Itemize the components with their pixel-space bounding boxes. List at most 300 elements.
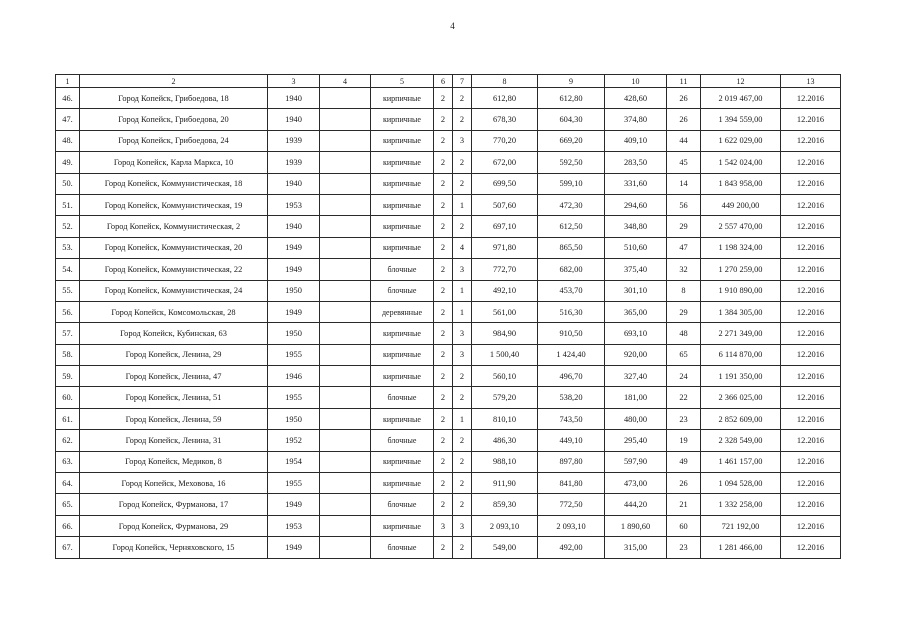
table-row [56, 280, 841, 301]
total-area-cell: 770,20 [472, 130, 538, 151]
page-number: 4 [450, 21, 455, 31]
column-4-cell [320, 194, 371, 215]
address-cell: Город Копейск, Медиков, 8 [80, 451, 268, 472]
residents-cell: 60 [667, 515, 701, 536]
repair-cost-cell: 2 271 349,00 [701, 323, 781, 344]
residential-area-cell: 669,20 [538, 130, 605, 151]
total-area-cell: 579,20 [472, 387, 538, 408]
row-number-cell: 55. [56, 280, 80, 301]
area-cell: 348,80 [605, 216, 667, 237]
floors-cell: 2 [434, 451, 453, 472]
wall-material-cell: кирпичные [371, 515, 434, 536]
year-built-cell: 1939 [268, 130, 320, 151]
floors-cell: 2 [434, 430, 453, 451]
entrances-cell: 2 [453, 494, 472, 515]
column-4-cell [320, 259, 371, 280]
deadline-cell: 12.2016 [781, 537, 841, 558]
entrances-cell: 2 [453, 387, 472, 408]
floors-cell: 2 [434, 237, 453, 258]
residents-cell: 44 [667, 130, 701, 151]
floors-cell: 2 [434, 280, 453, 301]
repair-cost-cell: 2 019 467,00 [701, 88, 781, 109]
residents-cell: 32 [667, 259, 701, 280]
repair-cost-cell: 1 191 350,00 [701, 366, 781, 387]
deadline-cell: 12.2016 [781, 408, 841, 429]
residential-area-cell: 492,00 [538, 537, 605, 558]
wall-material-cell: кирпичные [371, 109, 434, 130]
column-4-cell [320, 451, 371, 472]
address-cell: Город Копейск, Коммунистическая, 22 [80, 259, 268, 280]
column-4-cell [320, 387, 371, 408]
column-header: 5 [371, 75, 434, 88]
repair-cost-cell: 1 394 559,00 [701, 109, 781, 130]
total-area-cell: 697,10 [472, 216, 538, 237]
address-cell: Город Копейск, Фурманова, 17 [80, 494, 268, 515]
area-cell: 295,40 [605, 430, 667, 451]
residents-cell: 65 [667, 344, 701, 365]
column-header: 8 [472, 75, 538, 88]
column-4-cell [320, 130, 371, 151]
deadline-cell: 12.2016 [781, 366, 841, 387]
address-cell: Город Копейск, Коммунистическая, 18 [80, 173, 268, 194]
table-row [56, 387, 841, 408]
address-cell: Город Копейск, Кубинская, 63 [80, 323, 268, 344]
residents-cell: 21 [667, 494, 701, 515]
year-built-cell: 1949 [268, 537, 320, 558]
column-header: 7 [453, 75, 472, 88]
row-number-cell: 52. [56, 216, 80, 237]
residents-cell: 49 [667, 451, 701, 472]
table-row [56, 194, 841, 215]
table-row [56, 323, 841, 344]
table-row [56, 216, 841, 237]
row-number-cell: 64. [56, 473, 80, 494]
residential-area-cell: 1 424,40 [538, 344, 605, 365]
wall-material-cell: кирпичные [371, 451, 434, 472]
residential-area-cell: 496,70 [538, 366, 605, 387]
deadline-cell: 12.2016 [781, 130, 841, 151]
year-built-cell: 1955 [268, 473, 320, 494]
column-4-cell [320, 344, 371, 365]
year-built-cell: 1953 [268, 515, 320, 536]
floors-cell: 2 [434, 473, 453, 494]
repair-cost-cell: 449 200,00 [701, 194, 781, 215]
wall-material-cell: кирпичные [371, 366, 434, 387]
year-built-cell: 1940 [268, 216, 320, 237]
entrances-cell: 2 [453, 473, 472, 494]
table-row [56, 344, 841, 365]
year-built-cell: 1949 [268, 237, 320, 258]
table-row [56, 173, 841, 194]
column-header: 1 [56, 75, 80, 88]
deadline-cell: 12.2016 [781, 430, 841, 451]
address-cell: Город Копейск, Коммунистическая, 2 [80, 216, 268, 237]
residential-area-cell: 472,30 [538, 194, 605, 215]
column-4-cell [320, 152, 371, 173]
residents-cell: 23 [667, 408, 701, 429]
total-area-cell: 492,10 [472, 280, 538, 301]
deadline-cell: 12.2016 [781, 387, 841, 408]
table-row [56, 473, 841, 494]
area-cell: 327,40 [605, 366, 667, 387]
entrances-cell: 2 [453, 216, 472, 237]
total-area-cell: 772,70 [472, 259, 538, 280]
address-cell: Город Копейск, Карла Маркса, 10 [80, 152, 268, 173]
repair-cost-cell: 1 384 305,00 [701, 301, 781, 322]
entrances-cell: 1 [453, 301, 472, 322]
total-area-cell: 2 093,10 [472, 515, 538, 536]
area-cell: 181,00 [605, 387, 667, 408]
wall-material-cell: блочные [371, 387, 434, 408]
entrances-cell: 2 [453, 152, 472, 173]
row-number-cell: 65. [56, 494, 80, 515]
residents-cell: 24 [667, 366, 701, 387]
area-cell: 375,40 [605, 259, 667, 280]
table-row [56, 109, 841, 130]
repair-cost-cell: 2 366 025,00 [701, 387, 781, 408]
deadline-cell: 12.2016 [781, 259, 841, 280]
table-row [56, 537, 841, 558]
table-row [56, 152, 841, 173]
residents-cell: 23 [667, 537, 701, 558]
area-cell: 374,80 [605, 109, 667, 130]
address-cell: Город Копейск, Ленина, 47 [80, 366, 268, 387]
address-cell: Город Копейск, Ленина, 31 [80, 430, 268, 451]
entrances-cell: 3 [453, 130, 472, 151]
table-row [56, 130, 841, 151]
row-number-cell: 49. [56, 152, 80, 173]
residential-area-cell: 592,50 [538, 152, 605, 173]
floors-cell: 2 [434, 194, 453, 215]
address-cell: Город Копейск, Ленина, 29 [80, 344, 268, 365]
total-area-cell: 549,00 [472, 537, 538, 558]
total-area-cell: 561,00 [472, 301, 538, 322]
row-number-cell: 54. [56, 259, 80, 280]
floors-cell: 2 [434, 88, 453, 109]
deadline-cell: 12.2016 [781, 494, 841, 515]
deadline-cell: 12.2016 [781, 216, 841, 237]
area-cell: 365,00 [605, 301, 667, 322]
floors-cell: 2 [434, 344, 453, 365]
total-area-cell: 560,10 [472, 366, 538, 387]
area-cell: 510,60 [605, 237, 667, 258]
deadline-cell: 12.2016 [781, 473, 841, 494]
floors-cell: 2 [434, 173, 453, 194]
table-row [56, 88, 841, 109]
row-number-cell: 48. [56, 130, 80, 151]
year-built-cell: 1949 [268, 494, 320, 515]
floors-cell: 2 [434, 323, 453, 344]
residents-cell: 45 [667, 152, 701, 173]
column-4-cell [320, 109, 371, 130]
table-row [56, 408, 841, 429]
column-4-cell [320, 237, 371, 258]
deadline-cell: 12.2016 [781, 109, 841, 130]
year-built-cell: 1953 [268, 194, 320, 215]
column-4-cell [320, 280, 371, 301]
total-area-cell: 859,30 [472, 494, 538, 515]
column-header: 3 [268, 75, 320, 88]
year-built-cell: 1955 [268, 387, 320, 408]
residential-area-cell: 453,70 [538, 280, 605, 301]
entrances-cell: 2 [453, 173, 472, 194]
residential-area-cell: 599,10 [538, 173, 605, 194]
total-area-cell: 507,60 [472, 194, 538, 215]
column-4-cell [320, 408, 371, 429]
entrances-cell: 2 [453, 430, 472, 451]
total-area-cell: 988,10 [472, 451, 538, 472]
floors-cell: 2 [434, 109, 453, 130]
wall-material-cell: кирпичные [371, 88, 434, 109]
year-built-cell: 1949 [268, 301, 320, 322]
year-built-cell: 1950 [268, 408, 320, 429]
deadline-cell: 12.2016 [781, 344, 841, 365]
total-area-cell: 1 500,40 [472, 344, 538, 365]
column-4-cell [320, 366, 371, 387]
column-4-cell [320, 173, 371, 194]
address-cell: Город Копейск, Черняховского, 15 [80, 537, 268, 558]
row-number-cell: 53. [56, 237, 80, 258]
area-cell: 283,50 [605, 152, 667, 173]
floors-cell: 2 [434, 366, 453, 387]
wall-material-cell: кирпичные [371, 473, 434, 494]
wall-material-cell: кирпичные [371, 194, 434, 215]
residents-cell: 14 [667, 173, 701, 194]
residential-area-cell: 612,50 [538, 216, 605, 237]
wall-material-cell: блочные [371, 430, 434, 451]
deadline-cell: 12.2016 [781, 173, 841, 194]
area-cell: 428,60 [605, 88, 667, 109]
table-row [56, 301, 841, 322]
table-row [56, 451, 841, 472]
row-number-cell: 59. [56, 366, 80, 387]
wall-material-cell: кирпичные [371, 152, 434, 173]
floors-cell: 2 [434, 301, 453, 322]
residents-cell: 47 [667, 237, 701, 258]
residential-area-cell: 865,50 [538, 237, 605, 258]
area-cell: 315,00 [605, 537, 667, 558]
repair-cost-cell: 1 843 958,00 [701, 173, 781, 194]
address-cell: Город Копейск, Коммунистическая, 20 [80, 237, 268, 258]
address-cell: Город Копейск, Коммунистическая, 19 [80, 194, 268, 215]
floors-cell: 2 [434, 494, 453, 515]
residents-cell: 8 [667, 280, 701, 301]
column-4-cell [320, 494, 371, 515]
table-row [56, 494, 841, 515]
row-number-cell: 47. [56, 109, 80, 130]
residents-cell: 29 [667, 216, 701, 237]
entrances-cell: 3 [453, 259, 472, 280]
deadline-cell: 12.2016 [781, 301, 841, 322]
address-cell: Город Копейск, Ленина, 51 [80, 387, 268, 408]
residents-cell: 56 [667, 194, 701, 215]
area-cell: 693,10 [605, 323, 667, 344]
floors-cell: 2 [434, 130, 453, 151]
repair-cost-cell: 2 328 549,00 [701, 430, 781, 451]
floors-cell: 2 [434, 387, 453, 408]
deadline-cell: 12.2016 [781, 451, 841, 472]
year-built-cell: 1940 [268, 173, 320, 194]
column-4-cell [320, 430, 371, 451]
column-header: 9 [538, 75, 605, 88]
address-cell: Город Копейск, Грибоедова, 18 [80, 88, 268, 109]
deadline-cell: 12.2016 [781, 515, 841, 536]
repair-cost-cell: 1 281 466,00 [701, 537, 781, 558]
wall-material-cell: кирпичные [371, 323, 434, 344]
deadline-cell: 12.2016 [781, 237, 841, 258]
wall-material-cell: кирпичные [371, 237, 434, 258]
address-cell: Город Копейск, Грибоедова, 24 [80, 130, 268, 151]
residents-cell: 19 [667, 430, 701, 451]
column-4-cell [320, 323, 371, 344]
year-built-cell: 1940 [268, 88, 320, 109]
residential-area-cell: 604,30 [538, 109, 605, 130]
row-number-cell: 57. [56, 323, 80, 344]
deadline-cell: 12.2016 [781, 194, 841, 215]
address-cell: Город Копейск, Комсомольская, 28 [80, 301, 268, 322]
area-cell: 597,90 [605, 451, 667, 472]
repair-cost-cell: 721 192,00 [701, 515, 781, 536]
row-number-cell: 62. [56, 430, 80, 451]
entrances-cell: 3 [453, 344, 472, 365]
row-number-cell: 46. [56, 88, 80, 109]
area-cell: 480,00 [605, 408, 667, 429]
total-area-cell: 612,80 [472, 88, 538, 109]
column-number-row [56, 75, 841, 88]
table-row [56, 237, 841, 258]
table-body [56, 75, 841, 559]
column-header: 13 [781, 75, 841, 88]
row-number-cell: 66. [56, 515, 80, 536]
area-cell: 1 890,60 [605, 515, 667, 536]
repair-cost-cell: 6 114 870,00 [701, 344, 781, 365]
address-cell: Город Копейск, Грибоедова, 20 [80, 109, 268, 130]
wall-material-cell: деревянные [371, 301, 434, 322]
column-header: 10 [605, 75, 667, 88]
total-area-cell: 810,10 [472, 408, 538, 429]
residents-cell: 26 [667, 109, 701, 130]
area-cell: 920,00 [605, 344, 667, 365]
wall-material-cell: блочные [371, 259, 434, 280]
entrances-cell: 2 [453, 109, 472, 130]
year-built-cell: 1949 [268, 259, 320, 280]
wall-material-cell: блочные [371, 537, 434, 558]
floors-cell: 2 [434, 152, 453, 173]
table-row [56, 430, 841, 451]
residential-area-cell: 772,50 [538, 494, 605, 515]
column-header: 11 [667, 75, 701, 88]
entrances-cell: 3 [453, 515, 472, 536]
row-number-cell: 50. [56, 173, 80, 194]
total-area-cell: 911,90 [472, 473, 538, 494]
total-area-cell: 672,00 [472, 152, 538, 173]
entrances-cell: 2 [453, 451, 472, 472]
repair-cost-cell: 1 622 029,00 [701, 130, 781, 151]
area-cell: 409,10 [605, 130, 667, 151]
entrances-cell: 2 [453, 366, 472, 387]
residential-area-cell: 449,10 [538, 430, 605, 451]
residential-area-cell: 910,50 [538, 323, 605, 344]
row-number-cell: 51. [56, 194, 80, 215]
deadline-cell: 12.2016 [781, 152, 841, 173]
row-number-cell: 58. [56, 344, 80, 365]
residential-area-cell: 538,20 [538, 387, 605, 408]
column-header: 4 [320, 75, 371, 88]
residential-area-cell: 612,80 [538, 88, 605, 109]
address-cell: Город Копейск, Ленина, 59 [80, 408, 268, 429]
repair-cost-cell: 1 094 528,00 [701, 473, 781, 494]
total-area-cell: 678,30 [472, 109, 538, 130]
row-number-cell: 63. [56, 451, 80, 472]
row-number-cell: 56. [56, 301, 80, 322]
repair-cost-cell: 1 461 157,00 [701, 451, 781, 472]
residential-area-cell: 682,00 [538, 259, 605, 280]
wall-material-cell: кирпичные [371, 344, 434, 365]
repair-cost-cell: 1 542 024,00 [701, 152, 781, 173]
repair-cost-cell: 1 198 324,00 [701, 237, 781, 258]
area-cell: 331,60 [605, 173, 667, 194]
housing-register-table [55, 74, 841, 559]
repair-cost-cell: 2 852 609,00 [701, 408, 781, 429]
floors-cell: 2 [434, 259, 453, 280]
year-built-cell: 1954 [268, 451, 320, 472]
row-number-cell: 60. [56, 387, 80, 408]
wall-material-cell: кирпичные [371, 408, 434, 429]
repair-cost-cell: 1 332 258,00 [701, 494, 781, 515]
column-4-cell [320, 88, 371, 109]
area-cell: 444,20 [605, 494, 667, 515]
total-area-cell: 699,50 [472, 173, 538, 194]
column-header: 12 [701, 75, 781, 88]
column-header: 2 [80, 75, 268, 88]
column-4-cell [320, 537, 371, 558]
deadline-cell: 12.2016 [781, 280, 841, 301]
residents-cell: 22 [667, 387, 701, 408]
area-cell: 473,00 [605, 473, 667, 494]
year-built-cell: 1946 [268, 366, 320, 387]
residential-area-cell: 743,50 [538, 408, 605, 429]
floors-cell: 2 [434, 537, 453, 558]
wall-material-cell: блочные [371, 280, 434, 301]
repair-cost-cell: 1 910 890,00 [701, 280, 781, 301]
residential-area-cell: 516,30 [538, 301, 605, 322]
floors-cell: 2 [434, 408, 453, 429]
residents-cell: 26 [667, 473, 701, 494]
entrances-cell: 1 [453, 280, 472, 301]
table-row [56, 515, 841, 536]
entrances-cell: 2 [453, 537, 472, 558]
repair-cost-cell: 2 557 470,00 [701, 216, 781, 237]
year-built-cell: 1952 [268, 430, 320, 451]
residents-cell: 29 [667, 301, 701, 322]
deadline-cell: 12.2016 [781, 323, 841, 344]
entrances-cell: 4 [453, 237, 472, 258]
row-number-cell: 61. [56, 408, 80, 429]
column-4-cell [320, 473, 371, 494]
entrances-cell: 1 [453, 194, 472, 215]
entrances-cell: 3 [453, 323, 472, 344]
wall-material-cell: блочные [371, 494, 434, 515]
table-row [56, 366, 841, 387]
address-cell: Город Копейск, Фурманова, 29 [80, 515, 268, 536]
entrances-cell: 1 [453, 408, 472, 429]
floors-cell: 2 [434, 216, 453, 237]
row-number-cell: 67. [56, 537, 80, 558]
residents-cell: 48 [667, 323, 701, 344]
area-cell: 301,10 [605, 280, 667, 301]
column-4-cell [320, 515, 371, 536]
wall-material-cell: кирпичные [371, 173, 434, 194]
